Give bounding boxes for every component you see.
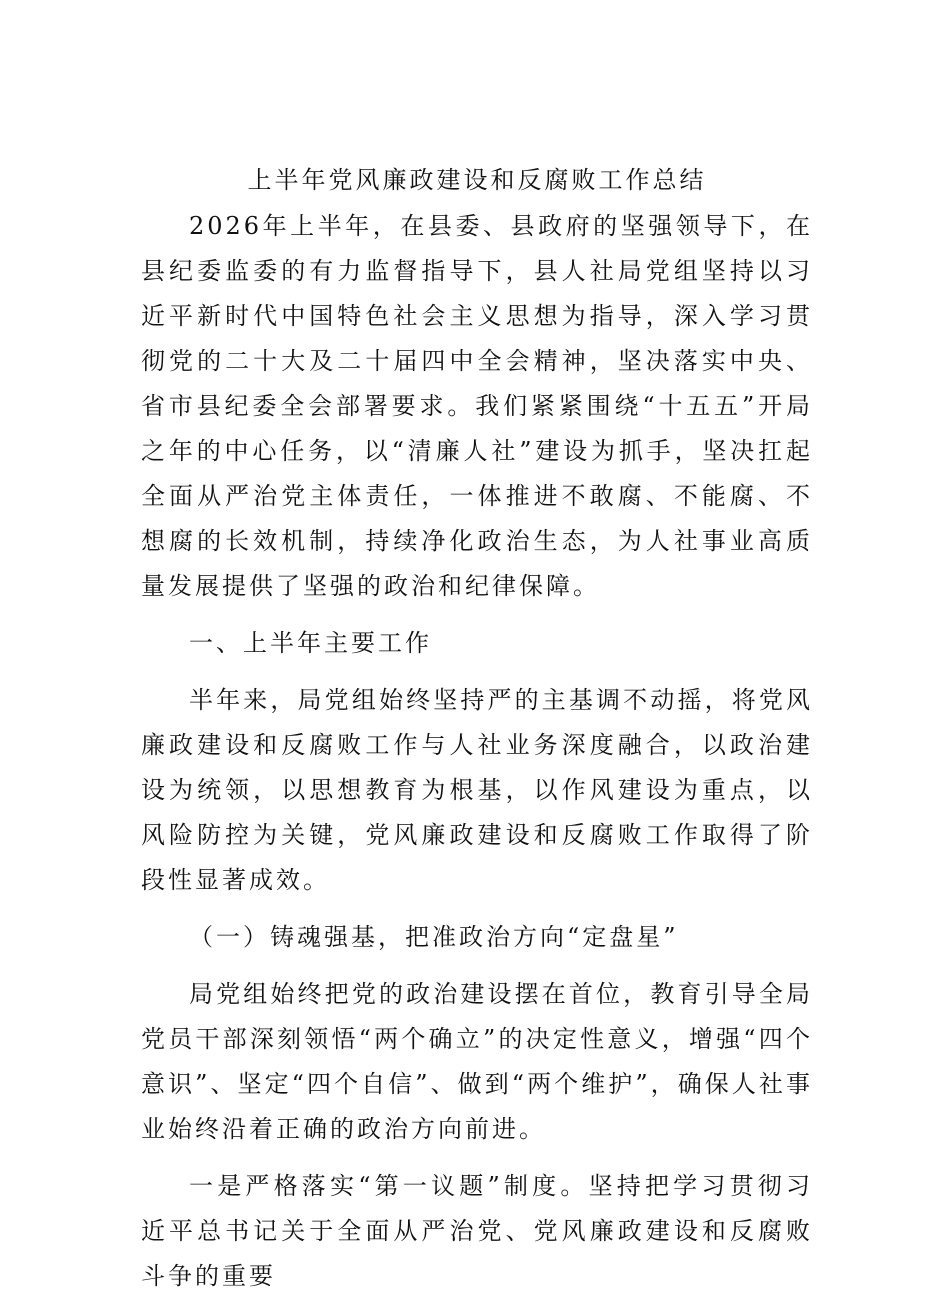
section-heading-main-work: 一、上半年主要工作 — [189, 629, 432, 657]
first-topic-paragraph: 一是严格落实“第一议题”制度。坚持把学习贯彻习近平总书记关于全面从严治党、党风廉政建设和反腐败斗争的重要 — [141, 1172, 813, 1290]
document-title: 上半年党风廉政建设和反腐败工作总结 — [247, 166, 707, 194]
document-body — [141, 160, 813, 1299]
subsection-heading-political-direction: （一）铸魂强基，把准政治方向“定盘星” — [189, 923, 679, 951]
section-summary-paragraph: 半年来，局党组始终坚持严的主基调不动摇，将党风廉政建设和反腐败工作与人社业务深度融合，以政治建设为统领，以思想教育为根基，以作风建设为重点，以风险防控为关键，党风廉政建设和反腐败工作取得了阶段性显著成效。 — [141, 686, 813, 894]
intro-paragraph: 2026年上半年，在县委、县政府的坚强领导下，在县纪委监委的有力监督指导下，县人社局党组坚持以习近平新时代中国特色社会主义思想为指导，深入学习贯彻党的二十大及二十届四中全会精神，坚决落实中央、省市县纪委全会部署要求。我们紧紧围绕“十五五”开局之年的中心任务，以“清廉人社”建设为抓手，坚决扛起全面从严治党主体责任，一体推进不敢腐、不能腐、不想腐的长效机制，持续净化政治生态，为人社事业高质量发展提供了坚强的政治和纪律保障。 — [141, 212, 813, 600]
subsection-body-paragraph: 局党组始终把党的政治建设摆在首位，教育引导全局党员干部深刻领悟“两个确立”的决定性意义，增强“四个意识”、坚定“四个自信”、做到“两个维护”，确保人社事业始终沿着正确的政治方向前进。 — [141, 980, 813, 1143]
